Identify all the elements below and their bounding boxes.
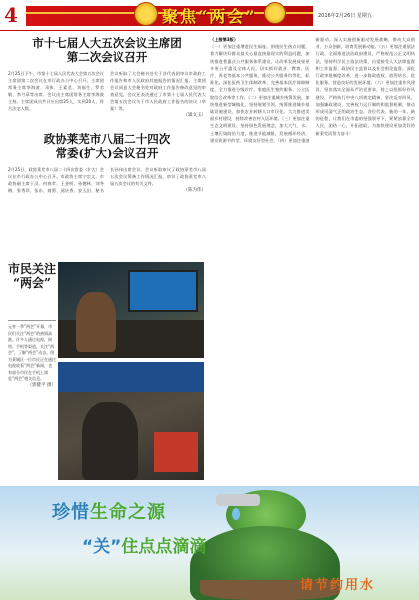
photo-caption: [8, 320, 56, 389]
news-photo-tv-viewer: [58, 262, 204, 358]
poster-illustration: [58, 362, 204, 392]
article2-headline-line1: 政协莱芜市八届二十四次: [43, 131, 171, 146]
photo-byline: （郭健平 摄）: [27, 382, 56, 388]
page-number: 4: [4, 3, 18, 27]
article1-paragraph: 会议听取了大会秘书处关于各代表团审议市政府工作报告和市人民政府其他报告的情况汇报。主席团会议同意大会秘书处对政府工作报告修改意见的审查意见。会议还表决通过了市第十七届人民代表大会第五次会议关于市人民政府工作报告的决议（草案）等。: [110, 70, 206, 111]
section-banner: [26, 6, 313, 26]
article1-paragraph: 2月25日下午，市第十七届人民代表大会第五次会议主席团第二次会议在市行政办公中心召开。主席团常务主席李海波、邓伟、王素君、刘福生、罗君敏、李月章等出席。会议由主席团常务主席李海波主持。主席团成员共计应出席25人，实到20人，符合法定人数。: [8, 70, 104, 111]
ad-line1-part2: 生命之源: [90, 502, 166, 523]
red-sign-illustration: [154, 432, 198, 472]
page-header: [0, 0, 419, 30]
faucet-icon: [216, 494, 260, 506]
sidebar-title-line1: 市民关注: [8, 262, 57, 276]
person-illustration: [76, 292, 116, 352]
banner-title: 聚焦“两会”: [162, 7, 257, 26]
article2-body: [8, 166, 206, 194]
ad-line2-part1: “关”: [82, 537, 122, 557]
dateline: 2016年2月26日 星期五: [318, 13, 372, 19]
emblem-icon: [134, 2, 158, 26]
left-column: [8, 36, 206, 194]
cppcc-emblem-icon: [264, 2, 286, 24]
water-drop-icon: [232, 508, 240, 520]
ad-line2-part2: 住点点滴滴: [121, 537, 207, 557]
ad-tagline: 请节约用水: [300, 578, 376, 593]
article1-headline-line2: 第二次会议召开: [66, 50, 148, 65]
article2-headline-line2: 常委(扩大)会议召开: [55, 146, 159, 161]
article1-headline-line1: 市十七届人大五次会议主席团: [32, 36, 182, 50]
ad-slogan-line2: [82, 532, 206, 557]
article3-paragraph: （一）更加注重增进民生福祉。围绕民生热点问题，着力解决好群众最关心最直接最现实的利益问题，加快推进普惠式公共服务体系建设，让改革发展成果更多更公平惠及全体人民。切实抓好就业、教育、医疗、养老等基本公共服务，推动公共服务均等化、标准化。深化医药卫生体制改革，完善基本医疗保障制度，全力推进分级诊疗、家庭医生签约服务、公立医院综合改革等工作。（二）更加注重城乡统筹发展。加快推进新型城镇化，坚持规划引领，统筹推进城乡基础设施建设，加快农业转移人口市民化。大力推进美丽乡村建设，持续改善农村人居环境。（三）更加注重生态文明建设。坚持绿色发展理念，加大大气、水、土壤污染防治力度，推进节能减排，发展循环经济，建设资源节约型、环境友好型社会。（四）更加注重创新驱动。深入实施创新驱动发展战略，推动大众创业、万众创新，培育发展新动能。（五）更加注重依法行政。全面推进法治政府建设，严格规范公正文明执法，坚持科学民主依法决策，自觉接受人大法律监督和工作监督、政协民主监督以及社会舆论监督。深化行政审批制度改革，进一步简政放权、放管结合、优化服务，营造良好的发展环境。（六）更加注重作风建设。坚决落实全面从严治党要求，持之以恒抓好作风建设，严格执行中央八项规定精神，坚决反对四风。加强廉政建设，完善权力运行制约和监督机制，推动形成风清气正的政治生态。各位代表，新的一年，新的征程，让我们在市委的坚强领导下，紧紧依靠全市人民，团结一心，开拓进取，为加快建设更加美好的新莱芜而努力奋斗！: [210, 37, 415, 143]
header-rule: [0, 30, 419, 31]
ad-slogan-line1: [52, 498, 166, 524]
article2-paragraph: 2月25日，政协莱芜市八届二十四次常委（扩大）会议在市行政办公中心召开。市政协主席宁宗文、市政协副主席于汉、何春苹、王金明、孙德林、刘冬梅、张秀珍、张东、商勇、邱庆香、安玉田、秘书长孙伟出席会议。会议听取审议了政协莱芜市八届五次会议筹备工作情况汇报，审议了政协莱芜市八届五次会议的有关文件。: [8, 166, 206, 193]
article2-byline: （陈为伟）: [183, 187, 206, 193]
tv-screen-illustration: [128, 270, 198, 312]
article1-headline: [8, 36, 206, 65]
right-column: [210, 36, 415, 482]
water-saving-ad: [0, 486, 419, 600]
person-illustration: [82, 402, 138, 480]
article3-lead: （上接第3版）: [210, 37, 239, 42]
article1-body: [8, 70, 206, 118]
article3-body: [210, 36, 415, 482]
sidebar-title-line2: “两会”: [13, 276, 51, 290]
article2-headline: [8, 132, 206, 161]
photo-caption-text: 元宵一季“两会”开幕，市民们关注“两会”的热情高涨。许多人通过电视、网络、手机等渠道，关注“两会”，了解“两会”动态。图为莱城区一位市民正在通过电视收看“两会”新闻，也有部分市民在手机上浏览“两会”相关信息。: [8, 324, 56, 381]
news-photo-phone-reader: [58, 362, 204, 480]
ad-line1-part1: 珍惜: [52, 502, 90, 523]
article1-byline: （辑文玉）: [183, 112, 206, 118]
photo-sidebar: [8, 262, 56, 478]
